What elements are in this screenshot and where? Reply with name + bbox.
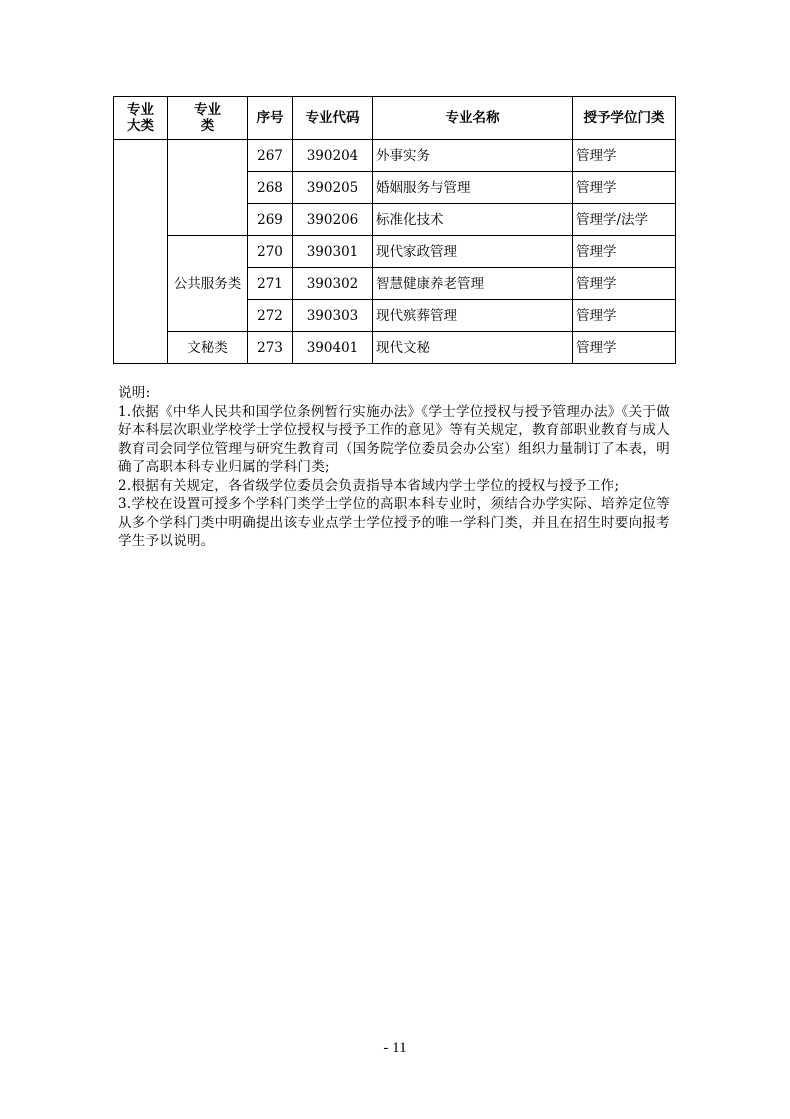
major-class-cell: [168, 140, 248, 236]
header-major-category: 专业 大类: [114, 97, 168, 140]
note-item: 2.根据有关规定，各省级学位委员会负责指导本省域内学士学位的授权与授予工作;: [118, 477, 620, 494]
seq-cell: 268: [248, 172, 293, 204]
degree-cell: 管理学: [573, 268, 676, 300]
code-cell: 390303: [293, 300, 373, 332]
code-cell: 390205: [293, 172, 373, 204]
degree-cell: 管理学: [573, 140, 676, 172]
name-cell: 标准化技术: [373, 204, 573, 236]
notes-title: 说明:: [118, 385, 151, 401]
table-header-row: [114, 97, 676, 140]
header-seq: 序号: [248, 97, 293, 140]
header-name: 专业名称: [373, 97, 573, 140]
name-cell: 婚姻服务与管理: [373, 172, 573, 204]
degree-cell: 管理学: [573, 172, 676, 204]
major-class-cell: 公共服务类: [168, 236, 248, 332]
name-cell: 现代文秘: [373, 332, 573, 364]
seq-cell: 267: [248, 140, 293, 172]
table-row: [114, 140, 676, 172]
seq-cell: 273: [248, 332, 293, 364]
seq-cell: 269: [248, 204, 293, 236]
degree-cell: 管理学/法学: [573, 204, 676, 236]
degree-cell: 管理学: [573, 332, 676, 364]
name-cell: 智慧健康养老管理: [373, 268, 573, 300]
seq-cell: 270: [248, 236, 293, 268]
major-category-cell: [114, 140, 168, 364]
notes-section: [118, 384, 670, 551]
majors-table: [113, 96, 676, 364]
table-row: [114, 236, 676, 268]
table-row: [114, 332, 676, 364]
name-cell: 外事实务: [373, 140, 573, 172]
name-cell: 现代家政管理: [373, 236, 573, 268]
note-item: 3.学校在设置可授多个学科门类学士学位的高职本科专业时，须结合办学实际、培养定位等从多个学科门类中明确提出该专业点学士学位授予的唯一学科门类，并且在招生时要向报考学生予以说明。: [118, 496, 670, 549]
code-cell: 390301: [293, 236, 373, 268]
degree-cell: 管理学: [573, 236, 676, 268]
code-cell: 390401: [293, 332, 373, 364]
note-item: 1.依据《中华人民共和国学位条例暂行实施办法》《学士学位授权与授予管理办法》《关于做好本科层次职业学校学士学位授权与授予工作的意见》等有关规定，教育部职业教育与成人教育司会同学位管理与研究生教育司（国务院学位委员会办公室）组织力量制订了本表，明确了高职本科专业归属的学科门类;: [118, 403, 670, 475]
header-degree: 授予学位门类: [573, 97, 676, 140]
code-cell: 390206: [293, 204, 373, 236]
header-major-class: 专业 类: [168, 97, 248, 140]
name-cell: 现代殡葬管理: [373, 300, 573, 332]
header-code: 专业代码: [293, 97, 373, 140]
code-cell: 390204: [293, 140, 373, 172]
seq-cell: 272: [248, 300, 293, 332]
major-class-cell: 文秘类: [168, 332, 248, 364]
degree-cell: 管理学: [573, 300, 676, 332]
code-cell: 390302: [293, 268, 373, 300]
seq-cell: 271: [248, 268, 293, 300]
page-number: - 11: [383, 1040, 407, 1056]
